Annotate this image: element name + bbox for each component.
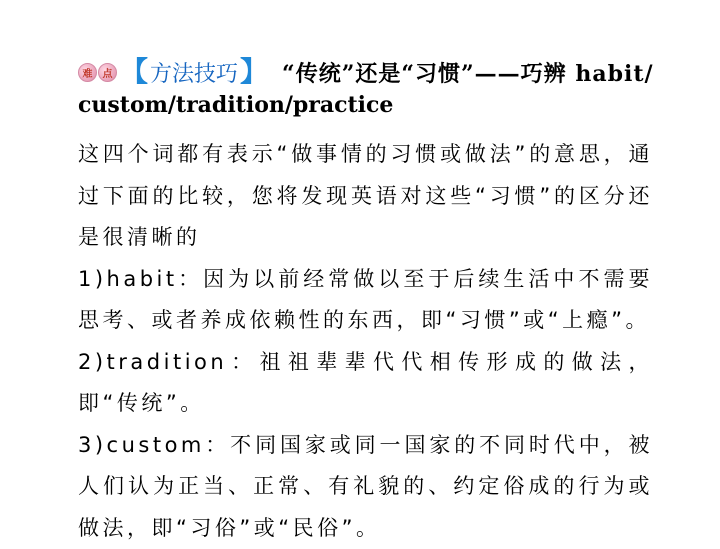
intro-paragraph: 这四个词都有表示“做事情的习惯或做法”的意思，通过下面的比较，您将发现英语对这些“习惯”的区分还是很清晰的	[78, 134, 653, 259]
title-en-part2: custom/tradition/practice	[78, 92, 393, 118]
method-label: 方法技巧	[150, 57, 238, 88]
bracket-left: 【	[120, 58, 148, 86]
tradition-paragraph: 2)tradition：祖祖辈辈代代相传形成的做法，即“传统”。	[78, 342, 653, 425]
habit-paragraph: 1)habit：因为以前经常做以至于后续生活中不需要思考、或者养成依赖性的东西，即“习惯”或“上瘾”。	[78, 259, 653, 342]
body-text	[78, 134, 653, 549]
page-title	[282, 57, 653, 88]
title-zh: “传统”还是“习惯”——巧辨	[282, 61, 567, 87]
custom-paragraph: 3)custom：不同国家或同一国家的不同时代中，被人们认为正当、正常、有礼貌的、约定俗成的行为或做法，即“习俗”或“民俗”。	[78, 425, 653, 549]
section-header	[78, 52, 654, 92]
badge-char-2: 点	[98, 63, 117, 82]
difficulty-badge	[78, 63, 118, 82]
bracket-right: 】	[240, 58, 268, 86]
badge-char-1: 难	[78, 63, 97, 82]
title-en-part1: habit/	[575, 61, 653, 87]
